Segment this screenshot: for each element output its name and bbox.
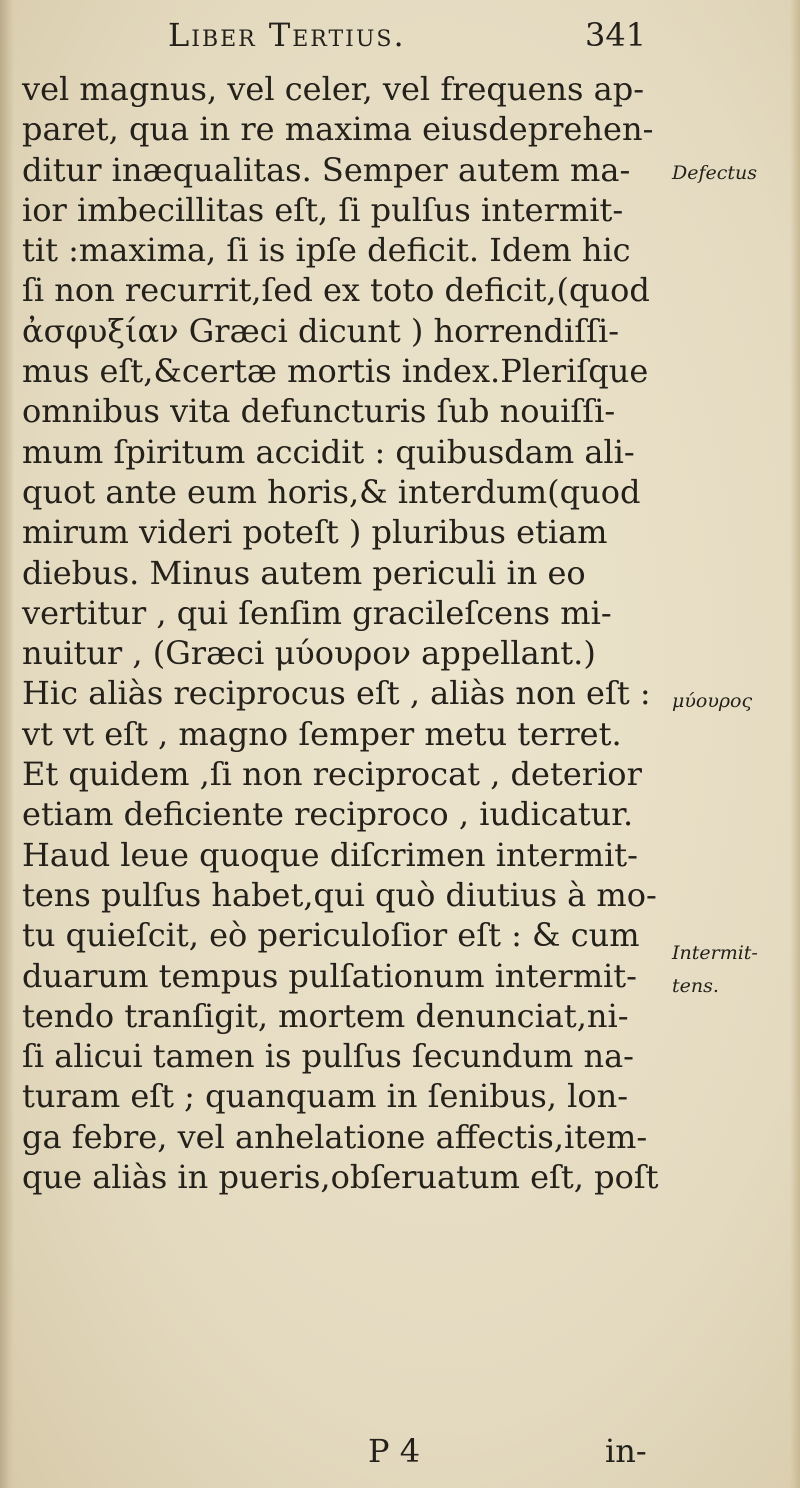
text-line: vel magnus, vel celer, vel frequens ap- [22, 70, 644, 108]
text-line: paret, qua in re maxima eiusdeprehen- [22, 110, 654, 149]
text-line: mus eſt,&certæ mortis index.Pleriſque [22, 352, 649, 391]
text-line: ſi alicui tamen is pulſus ſecundum na- [22, 1037, 634, 1076]
text-line: nuitur , (Græci μύουρον appellant.) [22, 634, 596, 673]
page-footer [0, 1432, 800, 1482]
text-line: omnibus vita defuncturis ſub nouiſſi- [22, 392, 616, 431]
text-line: diebus. Minus autem periculi in eo [22, 553, 586, 592]
margin-note-myuros: μύουρος [672, 690, 753, 712]
text-line: quot ante eum horis,& interdum(quod [22, 472, 641, 511]
text-line: Hic aliàs reciprocus eſt , aliàs non eſt : [22, 674, 651, 713]
text-line: ior imbecillitas eſt, ſi pulſus intermit- [22, 190, 624, 229]
text-line: tit :maxima, ſi is ipſe deficit. Idem hic [22, 231, 631, 270]
text-line: que aliàs in pueris,obſeruatum eſt, poſt [22, 1158, 659, 1197]
body-text [22, 69, 662, 1197]
running-title: Liber Tertius. [168, 16, 406, 54]
text-line: tendo tranſigit, mortem denunciat,ni- [22, 996, 629, 1035]
signature-mark: P 4 [368, 1432, 421, 1470]
text-line: ditur inæqualitas. Semper autem ma- [22, 150, 631, 189]
text-line: ἀσφυξίαν Græci dicunt ) horrendiſſi- [22, 311, 619, 350]
text-line: vertitur , qui ſenſim gracileſcens mi- [22, 593, 612, 632]
text-line: tens pulſus habet,qui quò diutius à mo- [22, 875, 657, 914]
catchword: in- [605, 1432, 647, 1470]
page-header [0, 14, 800, 64]
text-line: Haud leue quoque diſcrimen intermit- [22, 835, 638, 874]
margin-note-intermittens: Intermit- [672, 942, 758, 964]
text-line: Et quidem ,ſi non reciprocat , deterior [22, 755, 642, 794]
page-number: 341 [585, 16, 647, 54]
text-line: mirum videri poteſt ) pluribus etiam [22, 513, 608, 552]
page-edge [790, 0, 800, 1488]
text-line: ga febre, vel anhelatione affectis,item- [22, 1117, 648, 1156]
text-line: ſi non recurrit,ſed ex toto deficit,(quod [22, 271, 650, 310]
margin-note-intermittens: tens. [672, 975, 719, 997]
margin-note-defectus: Defectus [672, 162, 758, 184]
text-line: mum ſpiritum accidit : quibusdam ali- [22, 432, 635, 471]
text-line: turam eſt ; quanquam in ſenibus, lon- [22, 1077, 629, 1116]
text-line: duarum tempus pulſationum intermit- [22, 956, 637, 995]
page-gutter [0, 0, 14, 1488]
text-line: tu quieſcit, eò periculoſior eſt : & cum [22, 916, 640, 955]
text-line: vt vt eſt , magno ſemper metu terret. [22, 714, 622, 753]
text-line: etiam deficiente reciproco , iudicatur. [22, 795, 634, 834]
